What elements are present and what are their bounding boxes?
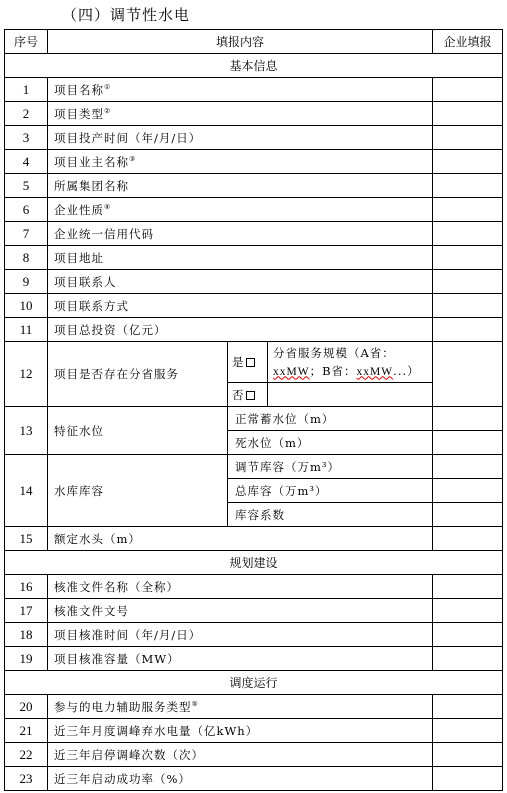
row-label: 项目地址 xyxy=(48,246,433,270)
fill-cell[interactable] xyxy=(433,126,503,150)
fill-cell[interactable] xyxy=(433,150,503,174)
row-no: 17 xyxy=(5,599,48,623)
table-row xyxy=(5,743,503,767)
row-label: 近三年启停调峰次数（次） xyxy=(48,743,433,767)
row-no: 7 xyxy=(5,222,48,246)
row-label: 额定水头（m） xyxy=(48,527,433,551)
row-no: 2 xyxy=(5,102,48,126)
fill-cell[interactable] xyxy=(433,102,503,126)
table-row xyxy=(5,695,503,719)
section-planning: 规划建设 xyxy=(5,551,503,575)
row-label: 近三年启动成功率（%） xyxy=(48,767,433,791)
fill-cell[interactable] xyxy=(433,599,503,623)
fill-cell[interactable] xyxy=(433,78,503,102)
fill-cell[interactable] xyxy=(433,623,503,647)
row-no: 22 xyxy=(5,743,48,767)
checkbox-no[interactable] xyxy=(246,391,255,400)
sub-label: 总库容（万m³） xyxy=(228,479,433,503)
header-no: 序号 xyxy=(5,30,48,54)
table-row xyxy=(5,174,503,198)
table-row xyxy=(5,270,503,294)
fill-cell[interactable] xyxy=(433,174,503,198)
province-scale: 分省服务规模（A省： xxMW；B省：xxMW...） xyxy=(268,342,433,383)
fill-cell[interactable] xyxy=(433,198,503,222)
row-label: 项目核准容量（MW） xyxy=(48,647,433,671)
empty-cell xyxy=(268,383,433,407)
fill-cell[interactable] xyxy=(433,575,503,599)
row-label: 特征水位 xyxy=(48,407,228,455)
row-no: 9 xyxy=(5,270,48,294)
sub-label: 死水位（m） xyxy=(228,431,433,455)
row-no: 12 xyxy=(5,342,48,407)
row-no: 5 xyxy=(5,174,48,198)
section-dispatch: 调度运行 xyxy=(5,671,503,695)
row-label: 所属集团名称 xyxy=(48,174,433,198)
fill-cell[interactable] xyxy=(433,270,503,294)
table-row xyxy=(5,198,503,222)
fill-cell[interactable] xyxy=(433,503,503,527)
row-no: 13 xyxy=(5,407,48,455)
fill-cell[interactable] xyxy=(433,318,503,342)
table-row xyxy=(5,222,503,246)
checkbox-yes[interactable] xyxy=(246,358,255,367)
fill-cell[interactable] xyxy=(433,431,503,455)
row-label: 项目总投资（亿元） xyxy=(48,318,433,342)
row-no: 20 xyxy=(5,695,48,719)
table-row xyxy=(5,294,503,318)
sub-label: 正常蓄水位（m） xyxy=(228,407,433,431)
fill-cell[interactable] xyxy=(433,743,503,767)
row-no: 6 xyxy=(5,198,48,222)
row-no: 15 xyxy=(5,527,48,551)
row-label: 项目是否存在分省服务 xyxy=(48,342,228,407)
table-row xyxy=(5,102,503,126)
fill-cell[interactable] xyxy=(433,342,503,407)
fill-cell[interactable] xyxy=(433,407,503,431)
table-row xyxy=(5,575,503,599)
table-header-row xyxy=(5,30,503,54)
fill-cell[interactable] xyxy=(433,222,503,246)
row-no: 18 xyxy=(5,623,48,647)
table-row xyxy=(5,342,503,383)
row-label: 参与的电力辅助服务类型⑤ xyxy=(48,695,433,719)
row-no: 11 xyxy=(5,318,48,342)
row-label: 项目类型② xyxy=(48,102,433,126)
row-no: 14 xyxy=(5,455,48,527)
row-label: 项目联系方式 xyxy=(48,294,433,318)
row-label: 近三年月度调峰弃水电量（亿kWh） xyxy=(48,719,433,743)
table-row xyxy=(5,767,503,791)
header-content: 填报内容 xyxy=(48,30,433,54)
table-row xyxy=(5,623,503,647)
row-no: 23 xyxy=(5,767,48,791)
table-row xyxy=(5,455,503,479)
row-no: 8 xyxy=(5,246,48,270)
row-no: 21 xyxy=(5,719,48,743)
row-label: 项目核准时间（年/月/日） xyxy=(48,623,433,647)
fill-cell[interactable] xyxy=(433,719,503,743)
option-no[interactable]: 否 xyxy=(228,383,268,407)
fill-cell[interactable] xyxy=(433,695,503,719)
table-row xyxy=(5,599,503,623)
row-label: 企业统一信用代码 xyxy=(48,222,433,246)
table-row xyxy=(5,78,503,102)
hydro-form-table xyxy=(4,29,503,791)
table-row xyxy=(5,246,503,270)
header-fill: 企业填报 xyxy=(433,30,503,54)
option-yes[interactable]: 是 xyxy=(228,342,268,383)
table-row xyxy=(5,126,503,150)
section-basic: 基本信息 xyxy=(5,54,503,78)
fill-cell[interactable] xyxy=(433,767,503,791)
fill-cell[interactable] xyxy=(433,647,503,671)
row-label: 核准文件名称（全称） xyxy=(48,575,433,599)
row-no: 16 xyxy=(5,575,48,599)
row-no: 10 xyxy=(5,294,48,318)
row-label: 水库库容 xyxy=(48,455,228,527)
table-row xyxy=(5,407,503,431)
page-title: （四）调节性水电 xyxy=(62,6,191,24)
row-label: 项目联系人 xyxy=(48,270,433,294)
table-row xyxy=(5,150,503,174)
row-label: 项目投产时间（年/月/日） xyxy=(48,126,433,150)
table-row xyxy=(5,527,503,551)
row-no: 3 xyxy=(5,126,48,150)
table-row xyxy=(5,318,503,342)
row-label: 项目名称① xyxy=(48,78,433,102)
fill-cell[interactable] xyxy=(433,527,503,551)
table-row xyxy=(5,647,503,671)
fill-cell[interactable] xyxy=(433,294,503,318)
fill-cell[interactable] xyxy=(433,455,503,479)
row-label: 企业性质④ xyxy=(48,198,433,222)
row-no: 1 xyxy=(5,78,48,102)
row-label: 项目业主名称③ xyxy=(48,150,433,174)
row-label: 核准文件文号 xyxy=(48,599,433,623)
row-no: 19 xyxy=(5,647,48,671)
fill-cell[interactable] xyxy=(433,479,503,503)
sub-label: 调节库容（万m³） xyxy=(228,455,433,479)
table-row xyxy=(5,719,503,743)
row-no: 4 xyxy=(5,150,48,174)
sub-label: 库容系数 xyxy=(228,503,433,527)
fill-cell[interactable] xyxy=(433,246,503,270)
